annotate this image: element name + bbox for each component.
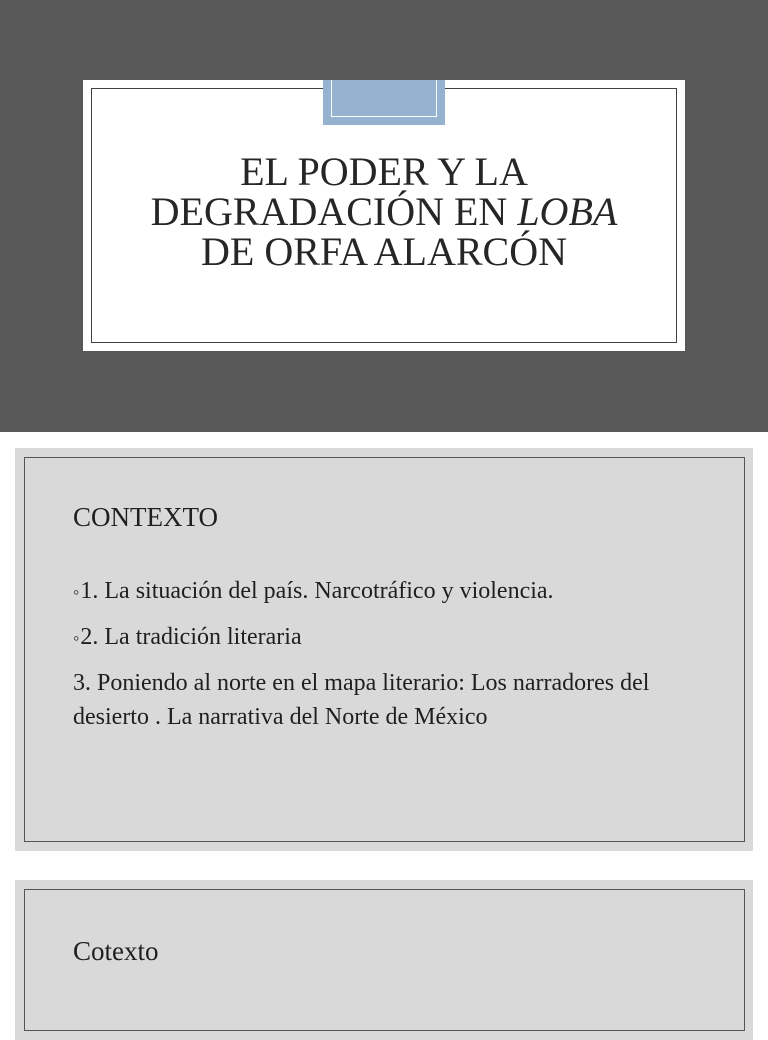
- title-italic-word: LOBA: [517, 189, 618, 234]
- bullet-marker: ◦: [73, 582, 80, 602]
- title-card: [83, 80, 685, 351]
- title-line-2: [83, 189, 685, 234]
- list-item-text: 1. La situación del país. Narcotráfico y violencia.: [80, 578, 554, 604]
- accent-tab: [323, 80, 445, 125]
- context-list: [73, 574, 693, 745]
- list-item: [73, 574, 693, 609]
- title-line-1: EL PODER Y LA: [240, 149, 528, 194]
- title-line-2-text: DEGRADACIÓN EN: [150, 189, 518, 234]
- title-slide: [0, 0, 768, 432]
- list-item: [73, 620, 693, 655]
- slide-title: [83, 149, 685, 274]
- cotext-slide: [15, 880, 753, 1040]
- context-slide: [15, 448, 753, 851]
- title-line-3: DE ORFA ALARCÓN: [201, 229, 567, 274]
- cotext-heading: Cotexto: [73, 936, 159, 966]
- list-item-text: 3. Poniendo al norte en el mapa literario: Los narradores del desierto . La narrativa del Norte de México: [73, 670, 650, 730]
- context-heading: CONTEXTO: [73, 502, 218, 532]
- list-item: [73, 666, 693, 734]
- bullet-marker: ◦: [73, 628, 80, 648]
- list-item-text: 2. La tradición literaria: [80, 624, 302, 650]
- accent-tab-border: [331, 80, 437, 117]
